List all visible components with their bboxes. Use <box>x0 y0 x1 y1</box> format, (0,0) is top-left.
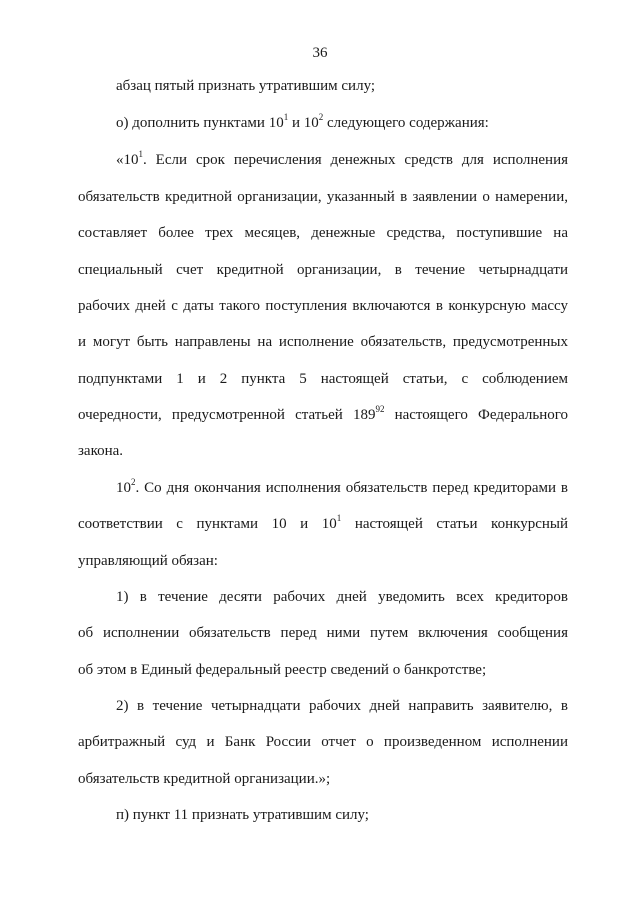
superscript: 1 <box>138 149 143 159</box>
text-line <box>78 406 568 424</box>
page-number: 36 <box>312 45 328 61</box>
text-fragment: настоящей статьи конкурсный <box>341 516 568 532</box>
text-fragment: . Со дня окончания исполнения обязательств перед кредиторами в <box>135 480 568 496</box>
text-fragment: об исполнении обязательств перед ними путем включения сообщения <box>78 625 568 641</box>
text-line <box>116 588 568 606</box>
text-fragment: настоящего Федерального <box>384 407 569 423</box>
text-line <box>78 515 568 533</box>
text-fragment: п) пункт 11 признать утратившим силу; <box>116 807 369 823</box>
text-line <box>78 661 568 679</box>
text-line <box>116 151 568 169</box>
text-fragment: обязательств кредитной организации, указанный в заявлении о намерении, <box>78 189 568 205</box>
text-fragment: 10 <box>116 480 131 496</box>
text-fragment: 1) в течение десяти рабочих дней уведомить всех кредиторов <box>116 589 568 605</box>
text-line <box>78 624 568 642</box>
text-line <box>78 297 568 315</box>
text-line <box>78 188 568 206</box>
superscript: 1 <box>336 513 342 523</box>
text-fragment: об этом в Единый федеральный реестр сведений о банкротстве; <box>78 662 487 678</box>
text-fragment: «10 <box>116 152 139 168</box>
superscript: 92 <box>375 404 385 414</box>
text-line <box>116 114 568 132</box>
text-fragment: специальный счет кредитной организации, в течение четырнадцати <box>78 262 568 278</box>
text-fragment: закона. <box>78 443 124 459</box>
superscript: 2 <box>318 112 324 122</box>
text-fragment: рабочих дней с даты такого поступления включаются в конкурсную массу <box>78 298 568 314</box>
text-fragment: 2) в течение четырнадцати рабочих дней направить заявителю, в <box>116 698 568 714</box>
text-fragment: очередности, предусмотренной статьей 189 <box>78 407 376 423</box>
text-fragment: абзац пятый признать утратившим силу; <box>116 78 376 94</box>
text-line <box>78 770 568 788</box>
text-line <box>78 442 568 460</box>
text-fragment: и могут быть направлены на исполнение обязательств, предусмотренных <box>78 334 568 350</box>
text-fragment: о) дополнить пунктами 10 <box>116 115 284 131</box>
text-fragment: составляет более трех месяцев, денежные средства, поступившие на <box>78 225 568 241</box>
text-line <box>78 224 568 242</box>
text-fragment: следующего содержания: <box>323 115 489 131</box>
text-line <box>78 552 568 570</box>
text-line <box>116 77 568 95</box>
text-fragment: подпунктами 1 и 2 пункта 5 настоящей статьи, с соблюдением <box>78 371 568 387</box>
text-line <box>116 697 568 715</box>
text-fragment: обязательств кредитной организации.»; <box>78 771 331 787</box>
text-line <box>78 261 568 279</box>
text-fragment: арбитражный суд и Банк России отчет о произведенном исполнении <box>78 734 568 750</box>
superscript: 1 <box>283 112 289 122</box>
text-line <box>78 333 568 351</box>
text-line <box>78 370 568 388</box>
text-line <box>78 733 568 751</box>
text-fragment: соответствии с пунктами 10 и 10 <box>78 516 337 532</box>
text-line <box>116 806 568 824</box>
superscript: 2 <box>131 477 136 487</box>
text-fragment: . Если срок перечисления денежных средств для исполнения <box>143 152 568 168</box>
text-fragment: и 10 <box>288 115 319 131</box>
text-fragment: управляющий обязан: <box>78 553 218 569</box>
text-line <box>116 479 568 497</box>
